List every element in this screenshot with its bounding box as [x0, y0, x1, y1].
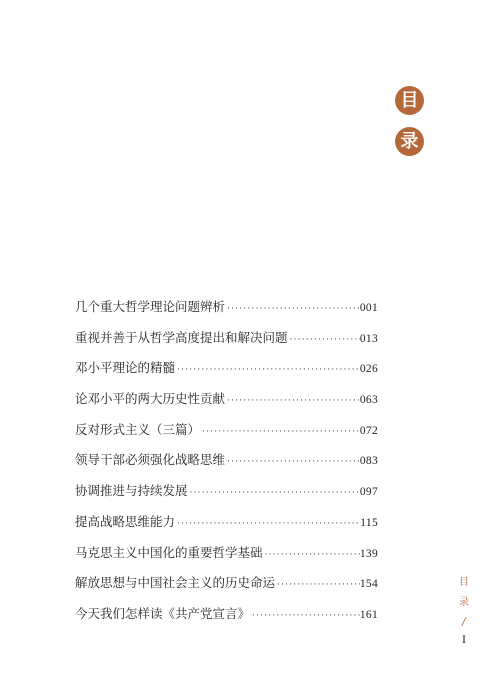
- toc-entry[interactable]: [75, 481, 378, 512]
- toc-entry-page: 026: [359, 363, 378, 376]
- toc-entry[interactable]: [75, 297, 378, 328]
- toc-entry-page: 154: [359, 578, 378, 591]
- toc-dot-leader: [288, 335, 360, 345]
- toc-entry-title: 马克思主义中国化的重要哲学基础: [75, 544, 263, 560]
- running-header-char-lu: 录: [459, 597, 469, 608]
- toc-entry[interactable]: [75, 358, 378, 389]
- toc-entry-title: 邓小平理论的精髓: [75, 360, 176, 376]
- heading-char-lu: 录: [395, 127, 424, 156]
- running-header: [457, 578, 471, 645]
- toc-entry-page: 161: [359, 608, 378, 621]
- toc-entry-title: 论邓小平的两大历史性贡献: [75, 391, 226, 407]
- toc-entry[interactable]: [75, 512, 378, 543]
- toc-dot-leader: [175, 519, 360, 529]
- toc-entry-title: 几个重大哲学理论问题辨析: [75, 299, 226, 314]
- toc-dot-leader: [263, 550, 360, 560]
- running-header-slash: /: [460, 615, 468, 628]
- toc-dot-leader: [275, 580, 360, 590]
- toc-entry-page: 001: [359, 302, 378, 314]
- toc-dot-leader: [188, 488, 360, 498]
- toc-dot-leader: [250, 611, 360, 621]
- heading-char-mu: 目: [395, 86, 424, 115]
- toc-entry[interactable]: [75, 450, 378, 481]
- toc-entry-page: 115: [360, 516, 378, 529]
- table-of-contents: [75, 297, 378, 635]
- toc-entry-title: 重视并善于从哲学高度提出和解决问题: [75, 329, 288, 345]
- toc-entry[interactable]: [75, 543, 378, 574]
- toc-entry-page: 139: [359, 547, 378, 560]
- toc-entry[interactable]: [75, 420, 378, 451]
- toc-entry-title: 解放思想与中国社会主义的历史命运: [75, 575, 276, 591]
- toc-dot-leader: [200, 427, 360, 437]
- running-header-char-mu: 目: [459, 577, 469, 588]
- toc-dot-leader: [225, 457, 360, 467]
- toc-entry-title: 今天我们怎样读《共产党宣言》: [75, 605, 251, 621]
- toc-entry-page: 013: [359, 332, 378, 345]
- toc-entry-title: 协调推进与持续发展: [75, 483, 188, 499]
- toc-entry[interactable]: [75, 328, 378, 359]
- toc-entry-page: 097: [359, 486, 378, 499]
- toc-entry-page: 083: [359, 455, 378, 468]
- toc-dot-leader: [175, 365, 360, 375]
- toc-entry[interactable]: [75, 604, 378, 635]
- toc-entry[interactable]: [75, 573, 378, 604]
- toc-entry-title: 反对形式主义（三篇）: [75, 421, 201, 437]
- toc-entry-title: 领导干部必须强化战略思维: [75, 452, 226, 468]
- toc-dot-leader: [225, 304, 360, 314]
- page-number: I: [462, 632, 466, 646]
- toc-entry-page: 072: [359, 424, 378, 437]
- toc-entry-title: 提高战略思维能力: [75, 513, 176, 529]
- toc-dot-leader: [225, 396, 360, 406]
- toc-entry-page: 063: [359, 394, 378, 407]
- toc-entry[interactable]: [75, 389, 378, 420]
